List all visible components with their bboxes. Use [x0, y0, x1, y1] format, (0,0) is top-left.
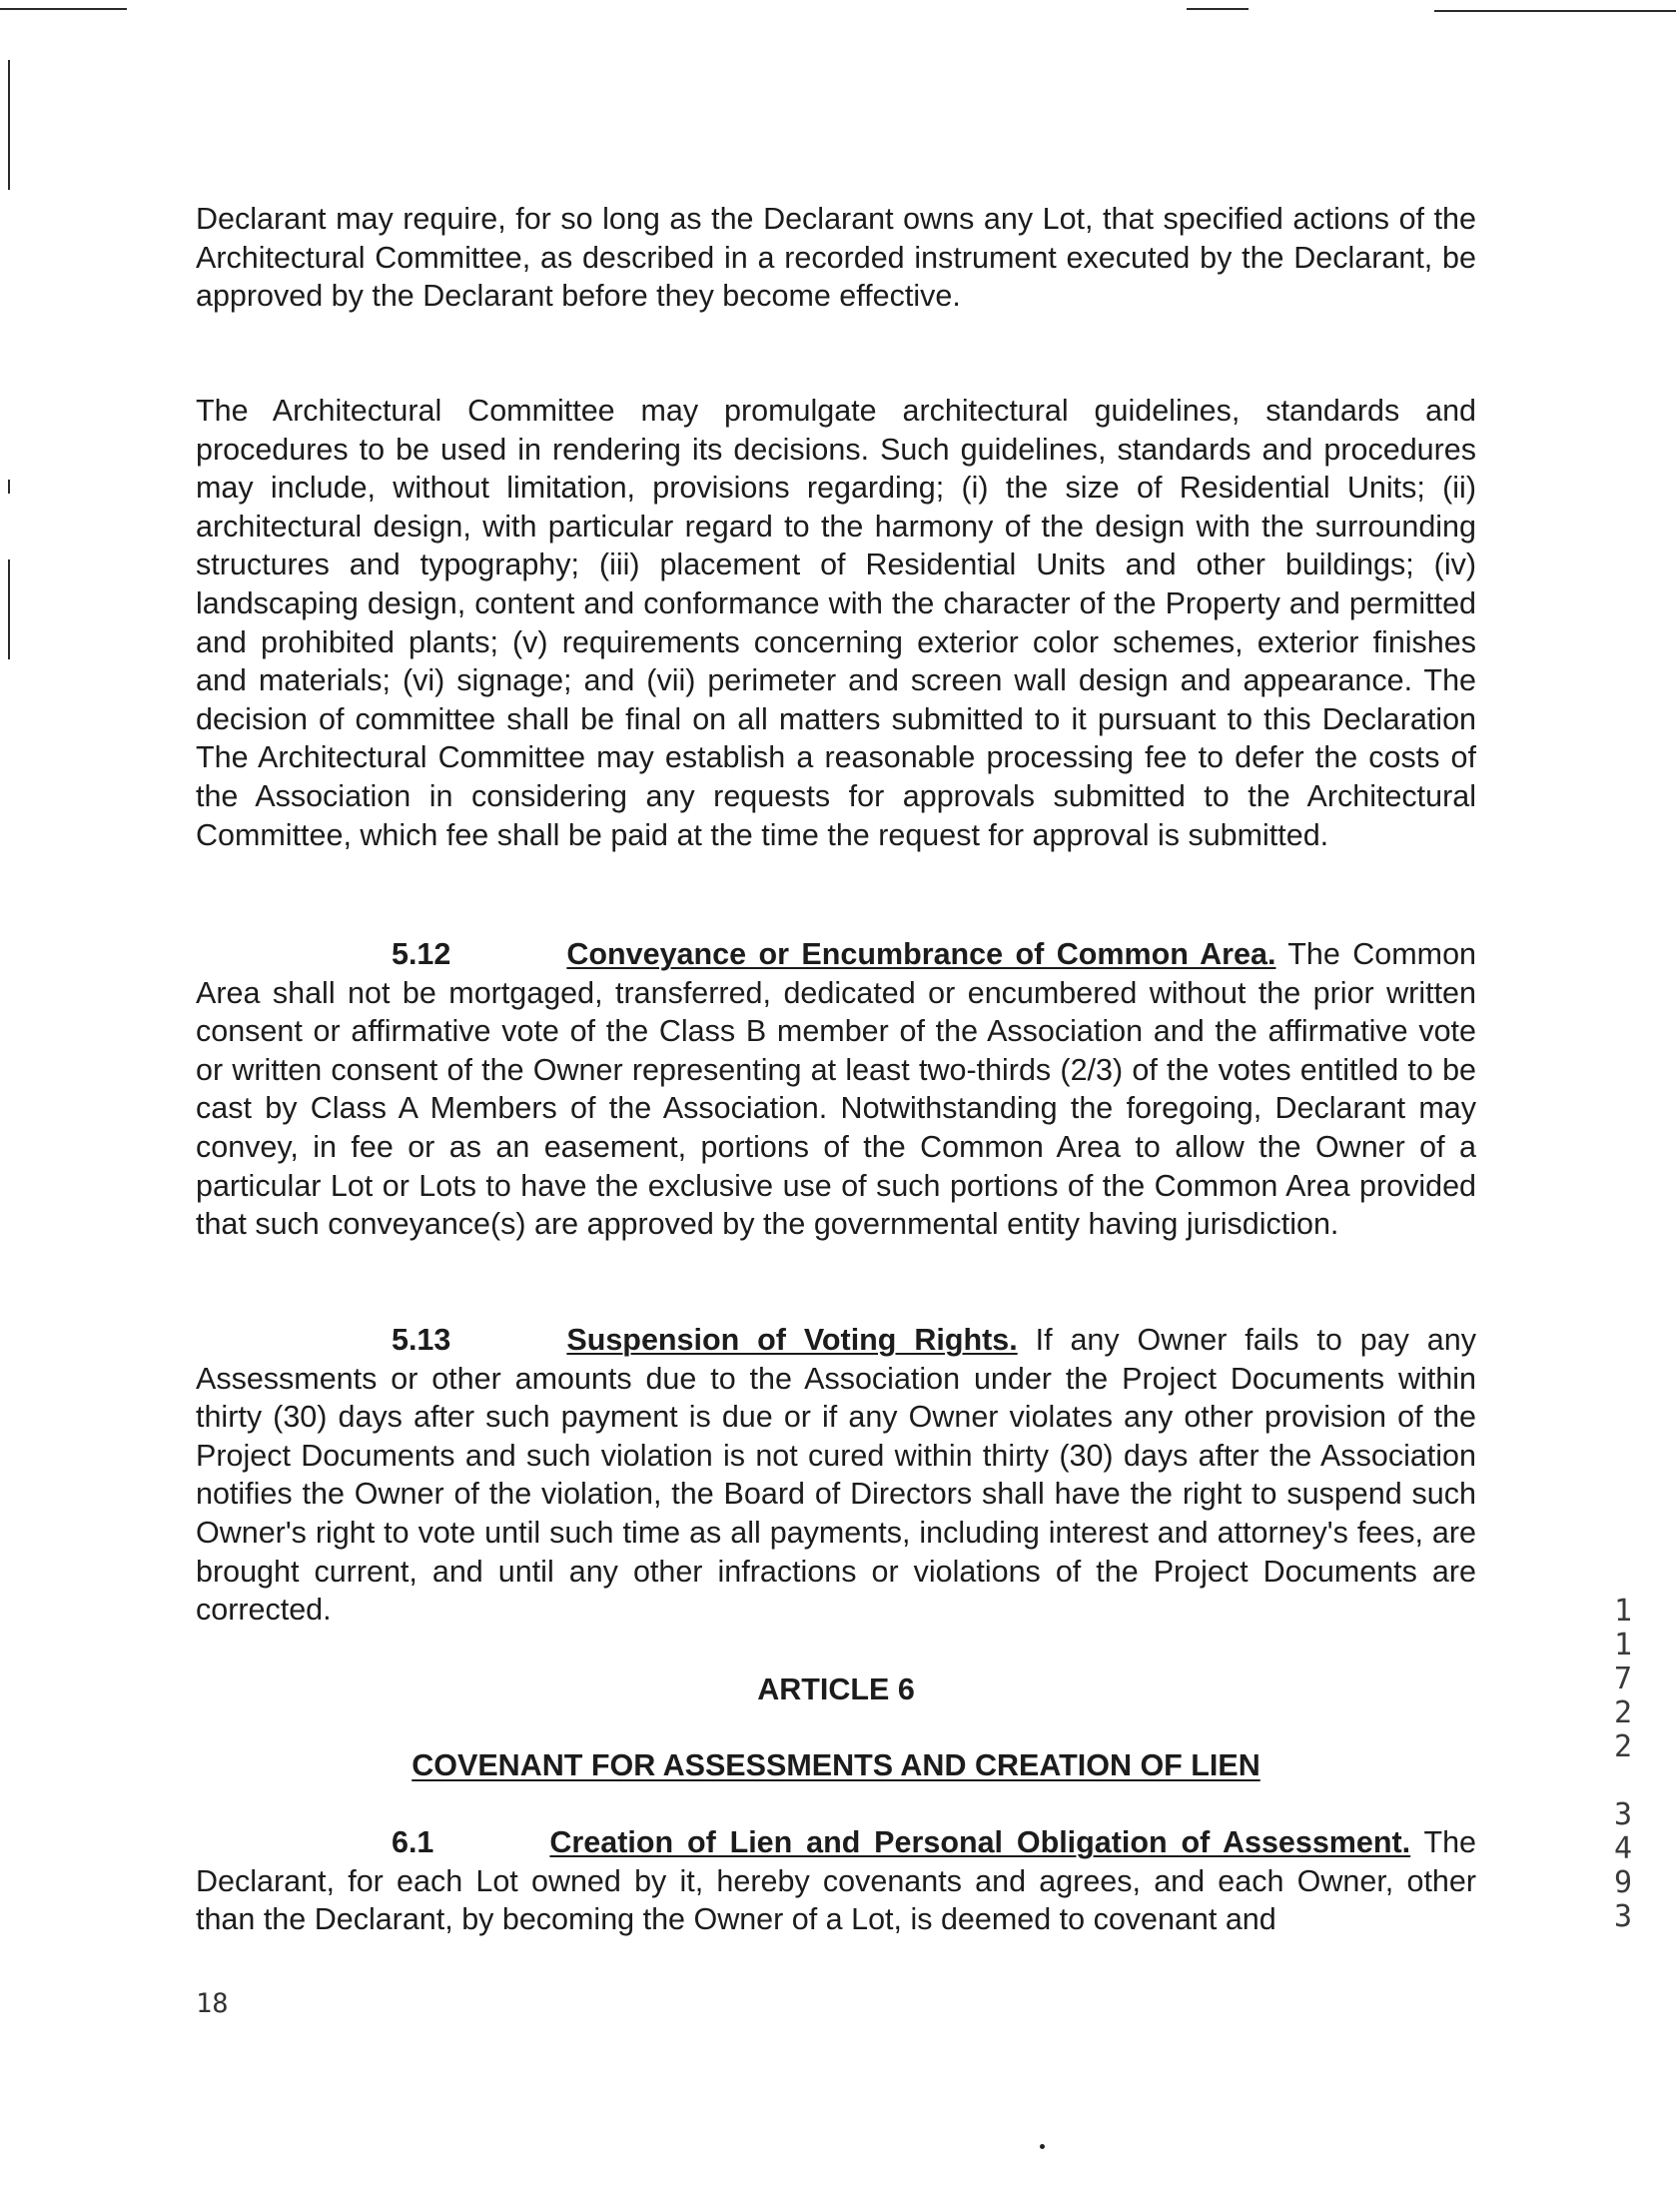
section-text: The Declarant, for each Lot owned by it, hereby covenants and agrees, and each Owner, other than the Declarant, by becoming the Owner of a Lot, is deemed to covenant and [196, 1825, 1476, 1937]
recording-stamp-upper: 1 1 7 2 2 [1613, 1594, 1633, 1764]
scan-mark-left-2 [8, 480, 10, 494]
paragraph-declarant-approval: Declarant may require, for so long as the Declarant owns any Lot, that specified actions of the Architectural Committee, as described in a recorded instrument executed by the Declarant, be approved by the Declarant before they become effective. [196, 202, 1476, 314]
recording-stamp-lower: 3 4 9 3 [1613, 1797, 1633, 1934]
article-title-text: COVENANT FOR ASSESSMENTS AND CREATION OF LIEN [412, 1748, 1260, 1782]
section-number: 5.12 [392, 937, 451, 971]
scan-mark-top-left [0, 8, 127, 10]
article-heading: ARTICLE 6 [757, 1672, 915, 1706]
section-5-13-body [196, 1321, 1476, 1630]
section-text: If any Owner fails to pay any Assessments or other amounts due to the Association under the Project Documents within thirty (30) days after such payment is due or if any Owner violates any other provision of the Project Documents and such violation is not cured within thirty (30) days after the Association notifies the Owner of the violation, the Board of Directors shall have the right to suspend such Owner's right to vote until such time as all payments, including interest and attorney's fees, are brought current, and until any other infractions or violations of the Project Documents are corrected. [196, 1323, 1476, 1628]
scan-mark-left-1 [8, 60, 10, 190]
scan-speck [1040, 2144, 1045, 2149]
article-title [196, 1748, 1476, 1783]
section-title: Creation of Lien and Personal Obligation of Assessment. [549, 1825, 1411, 1859]
section-title: Suspension of Voting Rights. [566, 1323, 1018, 1357]
page-number: 18 [196, 1988, 229, 2019]
scan-mark-left-3 [8, 559, 10, 659]
section-title: Conveyance or Encumbrance of Common Area. [566, 937, 1276, 971]
scan-mark-top-right [1434, 10, 1676, 12]
paragraph-architectural-guidelines: The Architectural Committee may promulgate architectural guidelines, standards and procedures to be used in rendering its decisions. Such guidelines, standards and procedures may include, without limitation, provisions regarding; (i) the size of Residential Units; (ii) architectural design, with particular regard to the harmony of the design with the surrounding structures and typography; (iii) placement of Residential Units and other buildings; (iv) landscaping design, content and conformance with the character of the Property and permitted and prohibited plants; (v) requirements concerning exterior color schemes, exterior finishes and materials; (vi) signage; and (vii) perimeter and screen wall design and appearance. The decision of committee shall be final on all matters submitted to it pursuant to this Declaration The Architectural Committee may establish a reasonable processing fee to defer the costs of the Association in considering any requests for approvals submitted to the Architectural Committee, which fee shall be paid at the time the request for approval is submitted. [196, 394, 1476, 852]
section-number: 5.13 [392, 1323, 451, 1357]
scan-mark-top-mid [1187, 8, 1249, 10]
section-6-1-body [196, 1823, 1476, 1939]
section-5-12-body [196, 935, 1476, 1244]
section-text: The Common Area shall not be mortgaged, transferred, dedicated or encumbered without the prior written consent or affirmative vote of the Class B member of the Association and the affirmative vote or written consent of the Owner representing at least two-thirds (2/3) of the votes entitled to be cast by Class A Members of the Association. Notwithstanding the foregoing, Declarant may convey, in fee or as an easement, portions of the Common Area to allow the Owner of a particular Lot or Lots to have the exclusive use of such portions of the Common Area provided that such conveyance(s) are approved by the governmental entity having jurisdiction. [196, 937, 1476, 1242]
section-number: 6.1 [392, 1825, 434, 1859]
